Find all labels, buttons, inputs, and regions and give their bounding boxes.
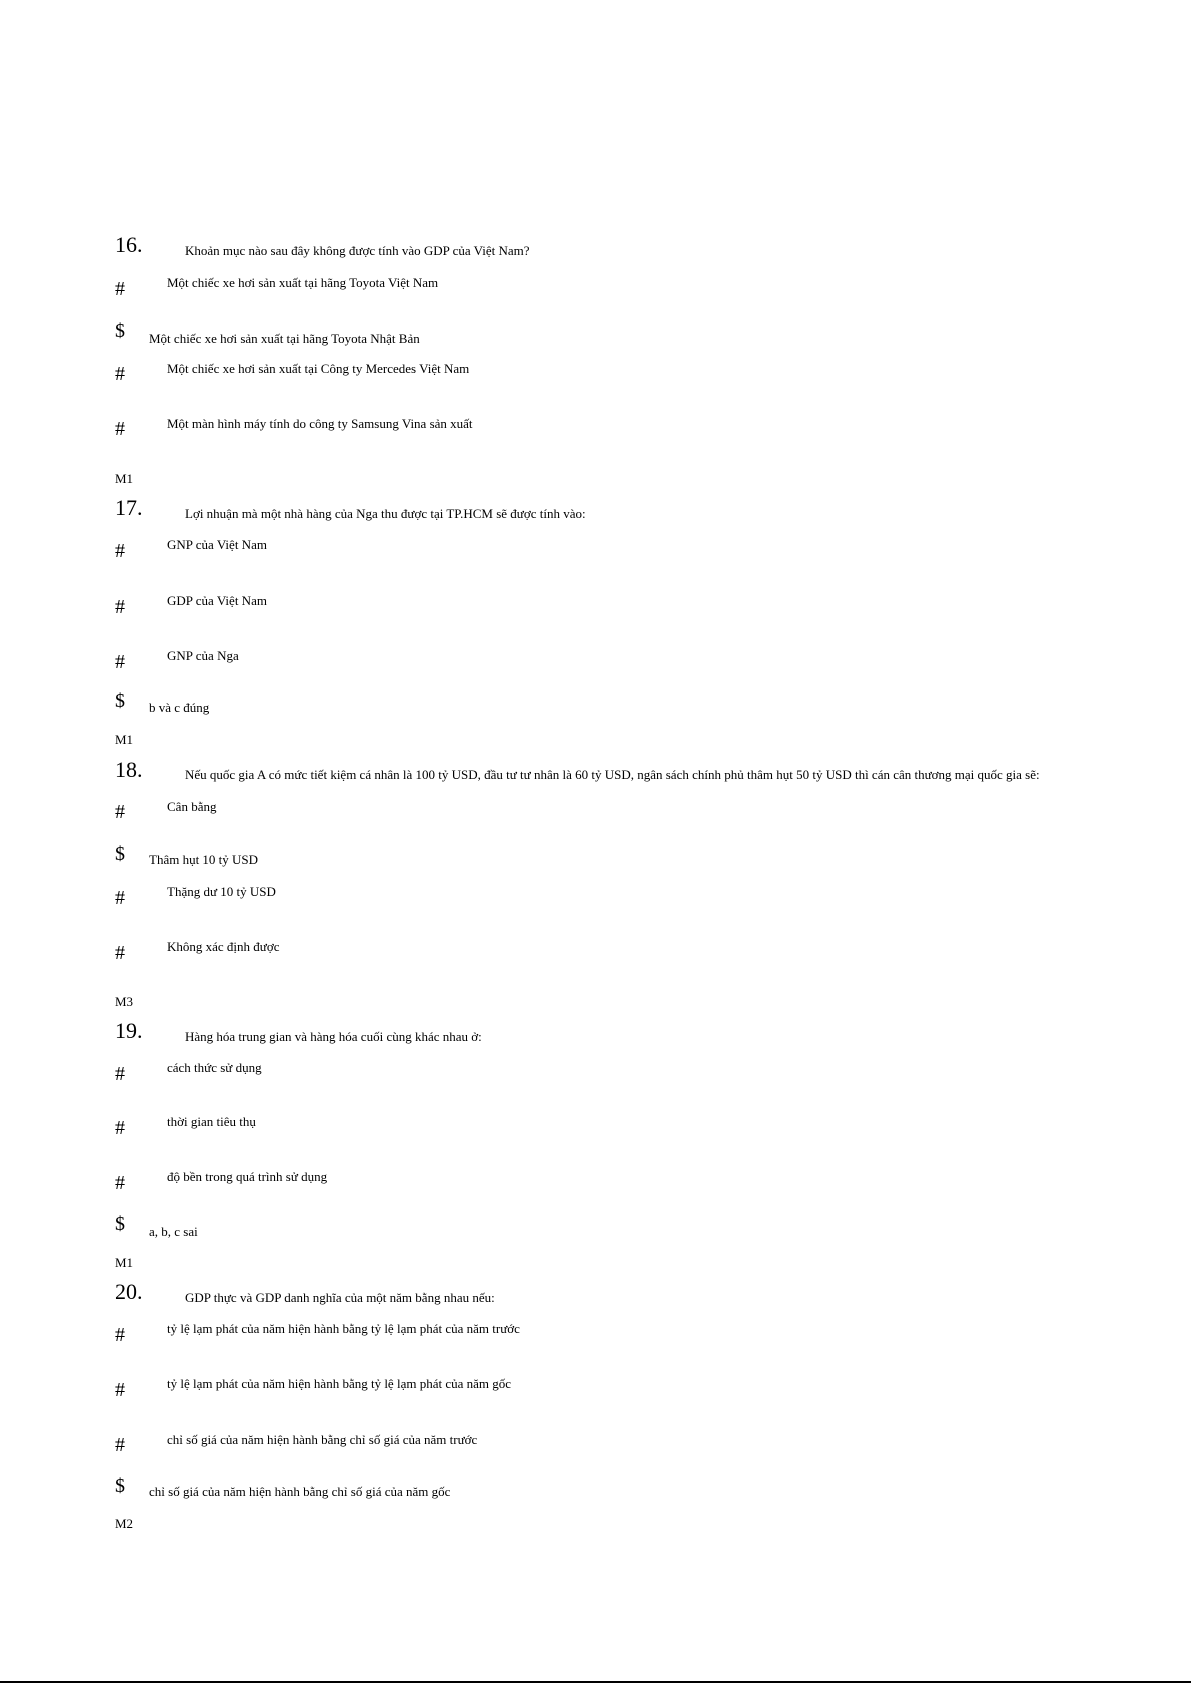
option-marker: # <box>115 1434 125 1456</box>
question-text: Khoản mục nào sau đây không được tính vào GDP của Việt Nam? <box>185 243 530 258</box>
option-text: cách thức sử dụng <box>167 1060 262 1075</box>
option-text: Thâm hụt 10 tỷ USD <box>149 852 259 867</box>
question-number: 16. <box>115 232 143 257</box>
page-bottom-rule <box>0 1681 1191 1683</box>
option-text: Một chiếc xe hơi sản xuất tại hãng Toyota Nhật Bản <box>149 331 420 346</box>
option-text: GNP của Nga <box>167 648 239 663</box>
difficulty-level: M2 <box>115 1516 134 1531</box>
option-marker: # <box>115 801 125 823</box>
option-text: chỉ số giá của năm hiện hành bằng chỉ số giá của năm trước <box>167 1432 478 1447</box>
question-text: Hàng hóa trung gian và hàng hóa cuối cùng khác nhau ở: <box>185 1029 482 1044</box>
option-marker: # <box>115 1172 125 1194</box>
difficulty-level: M1 <box>115 471 134 486</box>
option-text: độ bền trong quá trình sử dụng <box>167 1169 328 1184</box>
correct-option-marker: $ <box>115 320 125 342</box>
option-marker: # <box>115 1324 125 1346</box>
difficulty-level: M1 <box>115 1255 134 1270</box>
question-text: Nếu quốc gia A có mức tiết kiệm cá nhân là 100 tỷ USD, đầu tư tư nhân là 60 tỷ USD, ngân sách chính phủ thâm hụt 50 tỷ USD thì cán cân thương mại quốc gia sẽ: <box>185 767 1040 782</box>
option-text: GDP của Việt Nam <box>167 593 267 608</box>
option-marker: # <box>115 1379 125 1401</box>
question-number: 20. <box>115 1279 143 1304</box>
difficulty-level: M1 <box>115 732 134 747</box>
option-text: Một chiếc xe hơi sản xuất tại hãng Toyota Việt Nam <box>167 275 439 290</box>
correct-option-marker: $ <box>115 1475 125 1497</box>
option-text: a, b, c sai <box>149 1224 198 1239</box>
correct-option-marker: $ <box>115 1213 125 1235</box>
option-marker: # <box>115 540 125 562</box>
option-marker: # <box>115 1117 125 1139</box>
option-text: chỉ số giá của năm hiện hành bằng chỉ số giá của năm gốc <box>149 1484 451 1499</box>
option-text: Một màn hình máy tính do công ty Samsung Vina sản xuất <box>167 416 473 431</box>
difficulty-level: M3 <box>115 994 134 1009</box>
option-marker: # <box>115 887 125 909</box>
question-number: 19. <box>115 1018 143 1043</box>
question-text: GDP thực và GDP danh nghĩa của một năm bằng nhau nếu: <box>185 1290 495 1305</box>
question-number: 18. <box>115 757 143 782</box>
option-text: Thặng dư 10 tỷ USD <box>167 884 276 899</box>
option-marker: # <box>115 942 125 964</box>
option-text: tỷ lệ lạm phát của năm hiện hành bằng tỷ lệ lạm phát của năm trước <box>167 1321 520 1336</box>
option-marker: # <box>115 651 125 673</box>
option-text: Không xác định được <box>167 939 280 954</box>
option-text: Cân bằng <box>167 799 217 814</box>
option-text: thời gian tiêu thụ <box>167 1114 256 1129</box>
option-text: tỷ lệ lạm phát của năm hiện hành bằng tỷ lệ lạm phát của năm gốc <box>167 1376 512 1391</box>
question-text: Lợi nhuận mà một nhà hàng của Nga thu được tại TP.HCM sẽ được tính vào: <box>185 506 586 521</box>
option-marker: # <box>115 1063 125 1085</box>
correct-option-marker: $ <box>115 843 125 865</box>
option-text: Một chiếc xe hơi sản xuất tại Công ty Mercedes Việt Nam <box>167 361 470 376</box>
option-marker: # <box>115 363 125 385</box>
correct-option-marker: $ <box>115 690 125 712</box>
option-marker: # <box>115 596 125 618</box>
option-text: b và c đúng <box>149 700 210 715</box>
option-marker: # <box>115 278 125 300</box>
option-marker: # <box>115 418 125 440</box>
option-text: GNP của Việt Nam <box>167 537 267 552</box>
question-number: 17. <box>115 495 143 520</box>
